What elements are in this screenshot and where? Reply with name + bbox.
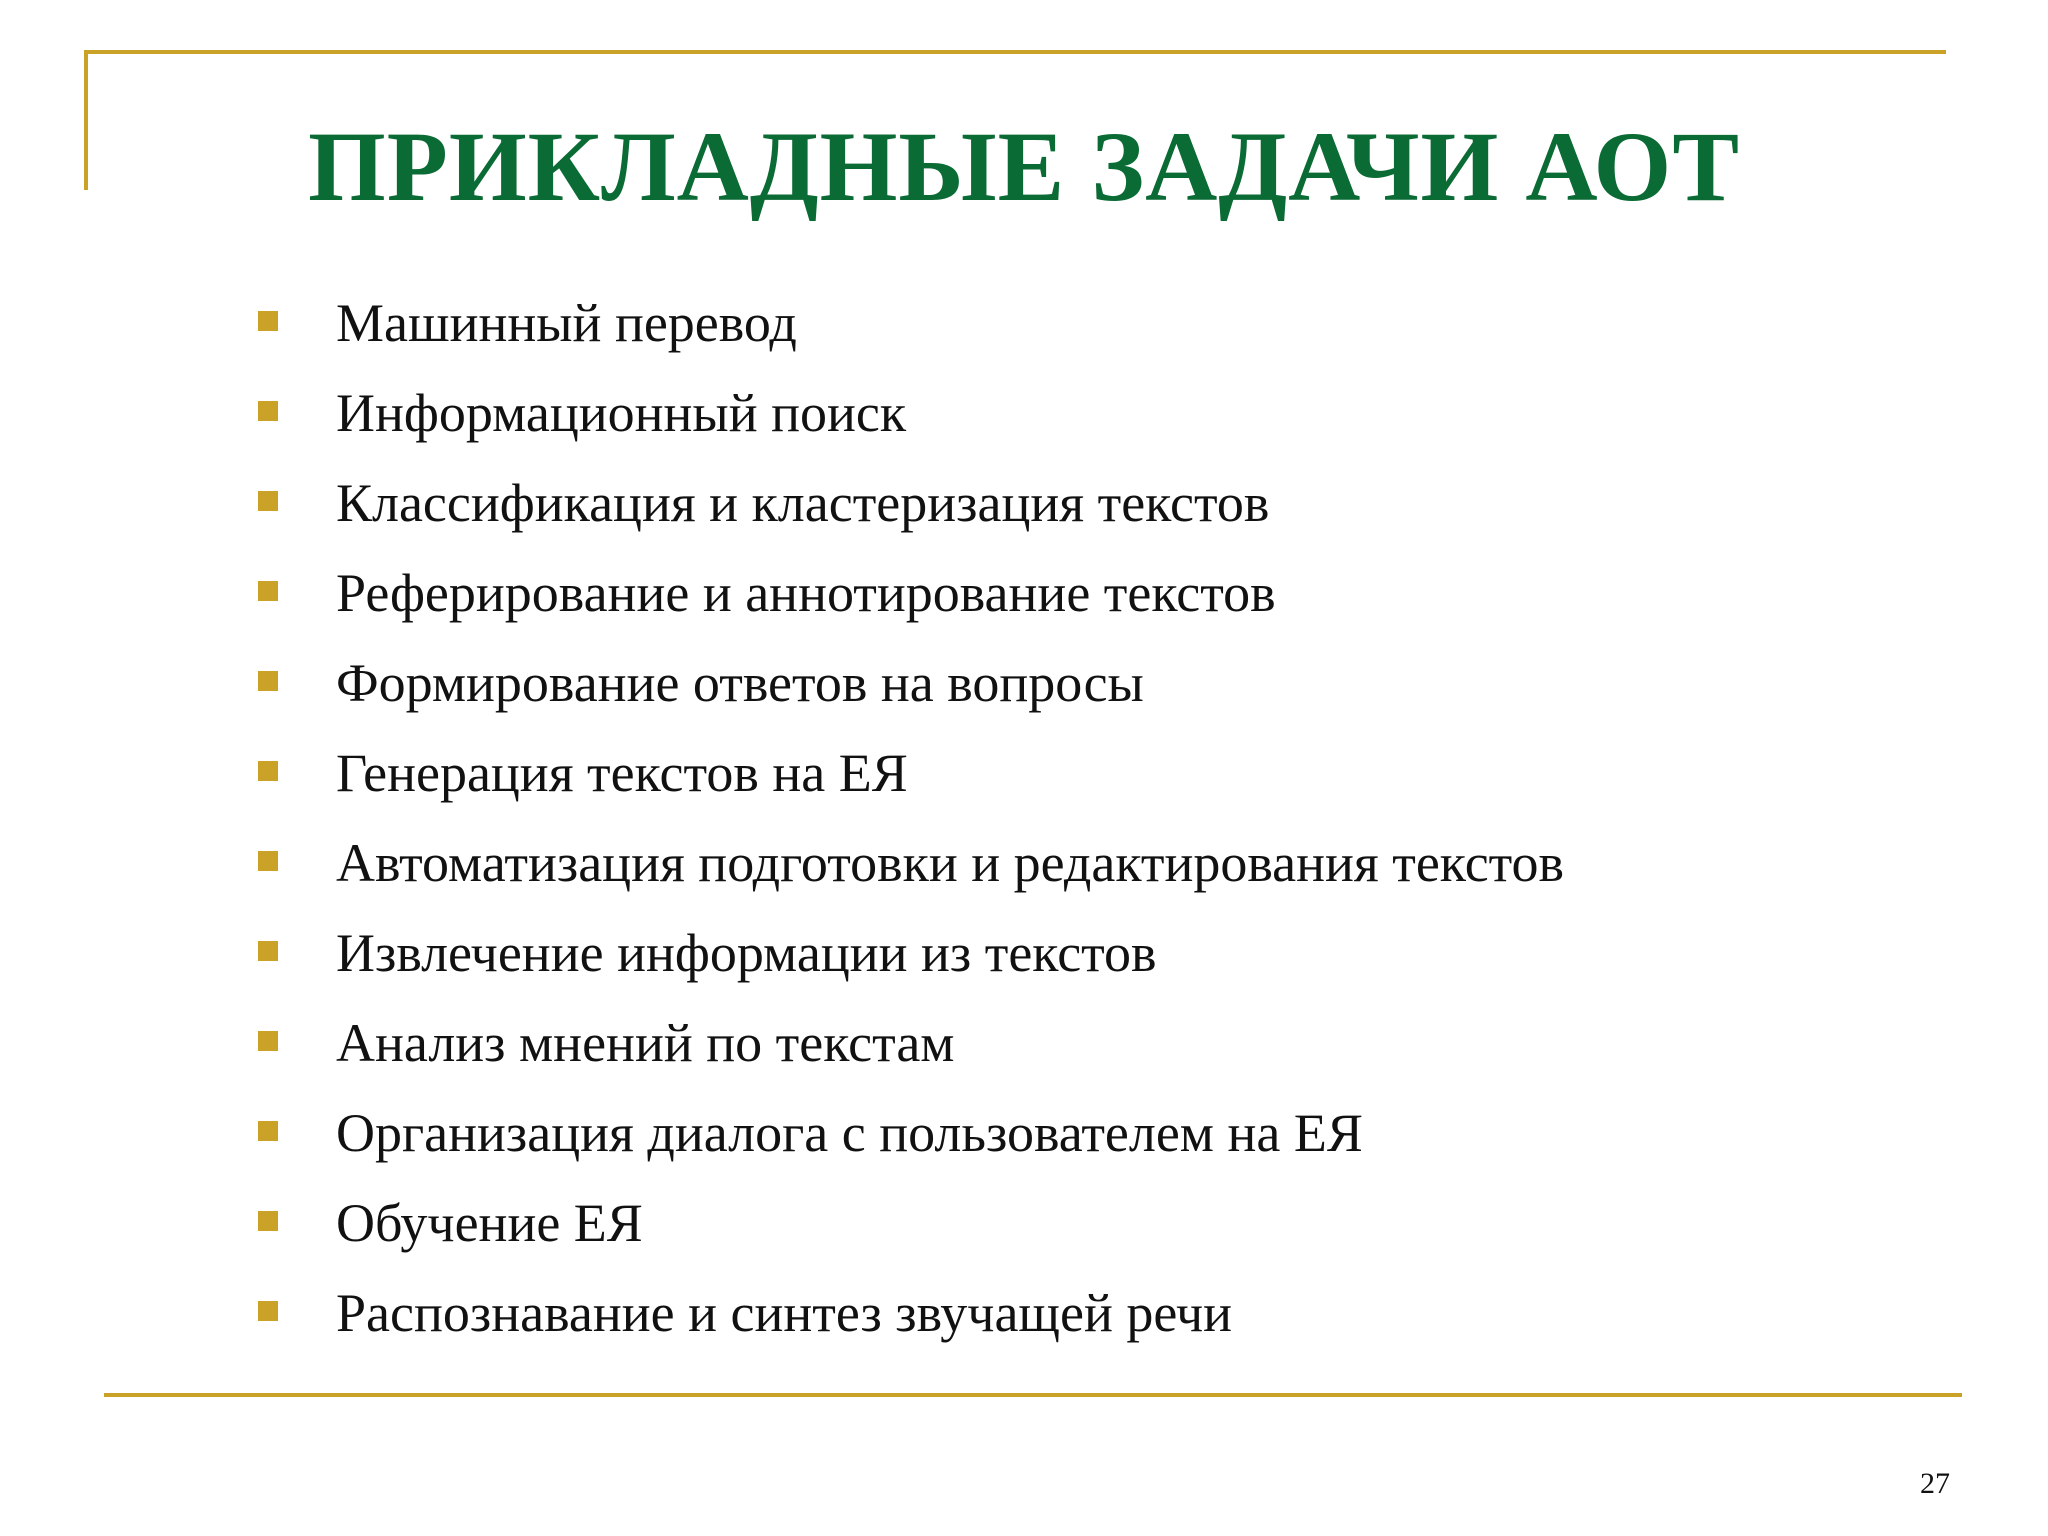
- bottom-border-line: [104, 1393, 1962, 1397]
- list-item-label: Извлечение информации из текстов: [336, 923, 1157, 983]
- square-bullet-icon: [258, 581, 278, 601]
- slide-title: ПРИКЛАДНЫЕ ЗАДАЧИ АОТ: [307, 111, 1741, 222]
- square-bullet-icon: [258, 311, 278, 331]
- list-item-label: Информационный поиск: [336, 383, 907, 443]
- list-item-label: Классификация и кластеризация текстов: [336, 473, 1270, 533]
- list-item-label: Формирование ответов на вопросы: [336, 653, 1144, 713]
- list-item-label: Автоматизация подготовки и редактирования текстов: [336, 833, 1565, 893]
- list-item-label: Генерация текстов на ЕЯ: [336, 743, 908, 803]
- top-border-line: [84, 50, 1946, 54]
- list-item-label: Организация диалога с пользователем на ЕЯ: [336, 1103, 1363, 1163]
- square-bullet-icon: [258, 401, 278, 421]
- square-bullet-icon: [258, 851, 278, 871]
- square-bullet-icon: [258, 671, 278, 691]
- square-bullet-icon: [258, 1211, 278, 1231]
- square-bullet-icon: [258, 1121, 278, 1141]
- list-item-label: Машинный перевод: [336, 293, 797, 353]
- square-bullet-icon: [258, 941, 278, 961]
- list-item-label: Реферирование и аннотирование текстов: [336, 563, 1276, 623]
- square-bullet-icon: [258, 1031, 278, 1051]
- square-bullet-icon: [258, 491, 278, 511]
- list-item-label: Анализ мнений по текстам: [336, 1013, 955, 1073]
- page-number: 27: [1920, 1467, 1950, 1500]
- list-item-label: Обучение ЕЯ: [336, 1193, 643, 1253]
- square-bullet-icon: [258, 1301, 278, 1321]
- square-bullet-icon: [258, 761, 278, 781]
- list-item-label: Распознавание и синтез звучащей речи: [336, 1283, 1233, 1343]
